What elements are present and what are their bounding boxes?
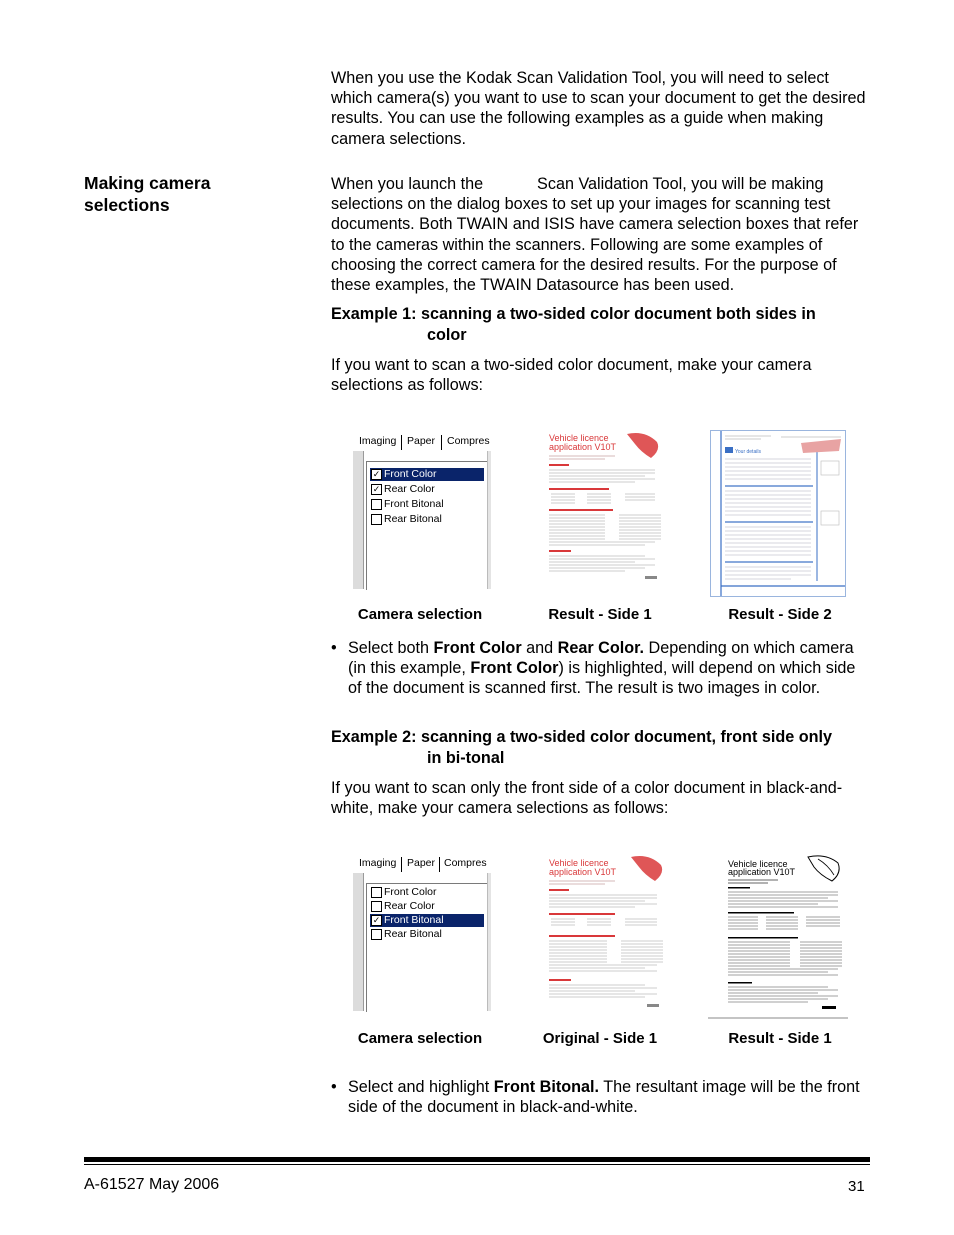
checkbox-unchecked-icon[interactable]	[371, 887, 382, 898]
camera-option-front-bitonal[interactable]	[370, 914, 484, 927]
camera-option-rear-bitonal[interactable]	[370, 928, 484, 941]
example1-bullet-text: Select both Front Color and Rear Color. Depending on which camera (in this example, Front Color) is highlighted, will depend on which side of the document is scanned first. The result is two images in color.	[348, 639, 856, 698]
camera-list	[366, 461, 487, 590]
camera-option-label: Front Bitonal	[384, 914, 444, 926]
camera-option-rear-color[interactable]	[370, 483, 484, 496]
result-side1-bitonal-thumbnail	[708, 853, 848, 1019]
camera-option-label: Rear Bitonal	[384, 513, 442, 525]
checkbox-unchecked-icon[interactable]	[371, 514, 382, 525]
camera-list	[366, 883, 487, 1012]
example2-bullet-text: Select and highlight Front Bitonal. The resultant image will be the front side of the document in black-and-white.	[348, 1078, 860, 1117]
tab-imaging[interactable]: Imaging	[359, 435, 397, 447]
dialog-tabs	[353, 853, 493, 873]
example1-heading-line2: color	[427, 325, 467, 344]
section-heading-line2: selections	[84, 195, 170, 215]
camera-selection-dialog-2	[353, 853, 493, 1011]
example2-heading-line2: in bi-tonal	[427, 748, 505, 767]
example1-heading-line1: Example 1: scanning a two-sided color document both sides in	[331, 305, 816, 323]
caption-camera-selection: Camera selection	[357, 1030, 483, 1047]
caption-original-side1: Original - Side 1	[542, 1030, 658, 1047]
caption-result-side1: Result - Side 1	[548, 606, 652, 623]
tab-paper[interactable]: Paper	[407, 435, 436, 447]
section-heading-line1: Making camera	[84, 173, 211, 193]
tab-separator	[401, 857, 402, 872]
form-title-line1: Vehicle licence	[549, 433, 609, 443]
dialog-left-edge	[353, 451, 364, 589]
tab-compression[interactable]: Compres	[444, 857, 487, 869]
bullet-icon: •	[331, 1078, 337, 1096]
camera-option-front-color[interactable]	[370, 468, 484, 481]
tab-imaging[interactable]: Imaging	[359, 857, 397, 869]
checkbox-checked-icon[interactable]: ✓	[372, 484, 381, 494]
tab-separator	[441, 435, 442, 450]
example2-heading	[331, 727, 876, 768]
camera-option-front-color[interactable]	[370, 886, 484, 899]
example2-heading-line1: Example 2: scanning a two-sided color document, front side only	[331, 728, 832, 746]
intro-paragraph: When you use the Kodak Scan Validation Tool, you will need to select which camera(s) you want to use to scan your document to get the desired results. You can use the following examples as a guide when making camera selections.	[331, 69, 866, 148]
checkbox-checked-icon[interactable]: ✓	[372, 915, 381, 925]
dialog-right-edge	[487, 451, 491, 589]
tab-compression[interactable]: Compres	[447, 435, 490, 447]
form-front-image	[545, 853, 667, 1013]
checkbox-unchecked-icon[interactable]	[371, 901, 382, 912]
dialog-tabs	[353, 431, 493, 451]
form-bitonal-image	[708, 853, 848, 1019]
example2-body: If you want to scan only the front side of a color document in black-and-white, make your camera selections as follows:	[331, 779, 843, 818]
form-back-image	[711, 431, 845, 596]
tab-separator	[439, 857, 440, 872]
form-title-line2: application V10T	[549, 442, 617, 452]
footer-rule-thick	[84, 1157, 870, 1162]
camera-option-rear-color[interactable]	[370, 900, 484, 913]
camera-option-label: Front Bitonal	[384, 498, 444, 510]
caption-result-side2: Result - Side 2	[728, 606, 832, 623]
checkbox-unchecked-icon[interactable]	[371, 929, 382, 940]
camera-option-label: Rear Color	[384, 483, 435, 495]
example1-heading	[331, 304, 876, 345]
example1-bullet	[331, 638, 871, 699]
camera-option-label: Front Color	[384, 468, 437, 480]
camera-option-label: Rear Bitonal	[384, 928, 442, 940]
dialog-right-edge	[487, 873, 491, 1011]
tab-paper[interactable]: Paper	[407, 857, 436, 869]
checkbox-unchecked-icon[interactable]	[371, 499, 382, 510]
section-body: When you launch the Scan Validation Tool, you will be making selections on the dialog boxes to set up your images for scanning test documents. Both TWAIN and ISIS have camera selection boxes that refer to the cameras within the scanners. Following are some examples of choosing the correct camera for the desired results. For the purpose of these examples, the TWAIN Datasource has been used.	[331, 175, 863, 295]
form-title-line2: application V10T	[728, 867, 796, 877]
caption-result-side1: Result - Side 1	[728, 1030, 832, 1047]
tab-separator	[401, 435, 402, 450]
dialog-left-edge	[353, 873, 364, 1011]
checkbox-checked-icon[interactable]: ✓	[372, 469, 381, 479]
camera-option-label: Rear Color	[384, 900, 435, 912]
example2-bullet	[331, 1077, 871, 1117]
form-title-line2: application V10T	[549, 867, 617, 877]
result-side1-thumbnail	[545, 430, 665, 588]
original-side1-thumbnail	[545, 853, 667, 1013]
example1-body: If you want to scan a two-sided color document, make your camera selections as follows:	[331, 356, 812, 395]
camera-option-rear-bitonal[interactable]	[370, 513, 484, 526]
page-number: 31	[848, 1178, 865, 1195]
footer-document-id: A-61527 May 2006	[84, 1176, 220, 1193]
camera-selection-dialog-1	[353, 431, 493, 589]
caption-camera-selection: Camera selection	[357, 606, 483, 623]
form-front-image	[545, 430, 665, 588]
camera-option-label: Front Color	[384, 886, 437, 898]
footer-rule-thin	[84, 1164, 870, 1165]
result-side2-thumbnail	[710, 430, 846, 597]
section-heading	[84, 172, 210, 216]
bullet-icon: •	[331, 639, 337, 657]
back-section-title: Your details	[735, 449, 761, 455]
camera-option-front-bitonal[interactable]	[370, 498, 484, 511]
form-title-line1: Vehicle licence	[728, 859, 788, 869]
form-title-line1: Vehicle licence	[549, 858, 609, 868]
